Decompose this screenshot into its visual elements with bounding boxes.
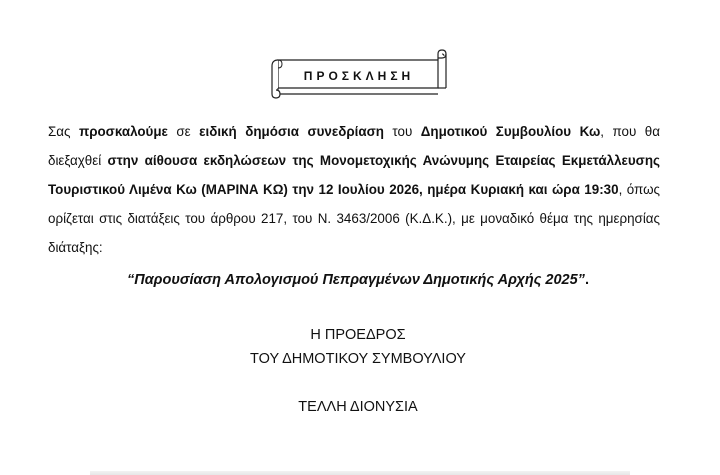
- paragraph-bold-run: Δημοτικού Συμβουλίου Κω: [420, 124, 601, 139]
- page-bottom-edge: [90, 471, 630, 475]
- invitation-paragraph: [48, 117, 660, 262]
- agenda-item-end: .: [584, 272, 589, 288]
- signatory-role-line1: Η ΠΡΟΕΔΡΟΣ: [310, 327, 406, 343]
- paragraph-bold-run: στην αίθουσα εκδηλώσεων της Μονομετοχικής Ανώνυμης Εταιρείας Εκμετάλλευσης Τουριστικού Λιμένα Κω (ΜΑΡΙΝΑ ΚΩ) την 12 Ιουλίου 2026, ημέρα Κυριακή και ώρα 19:30: [48, 153, 660, 197]
- document-title: ΠΡΟΣΚΛΗΣΗ: [303, 69, 415, 83]
- agenda-item-text: “Παρουσίαση Απολογισμού Πεπραγμένων Δημοτικής Αρχής 2025”: [127, 272, 585, 288]
- paragraph-run: Σας: [48, 124, 79, 139]
- agenda-item: [48, 272, 668, 288]
- paragraph-run: , που θα διεξαχθεί: [48, 124, 660, 168]
- paragraph-bold-run: ειδική δημόσια συνεδρίαση: [199, 124, 384, 139]
- signatory-name: ΤΕΛΛΗ ΔΙΟΝΥΣΙΑ: [298, 399, 418, 415]
- title-scroll-banner: [268, 48, 450, 100]
- paragraph-run: , όπως ορίζεται στις διατάξεις του άρθρου 217, του Ν. 3463/2006 (Κ.Δ.Κ.), με μοναδικό θέμα της ημερησίας διάταξης:: [48, 182, 660, 255]
- paragraph-bold-run: προσκαλούμε: [78, 124, 168, 139]
- paragraph-run: του: [383, 124, 421, 139]
- signatory-role-line2: ΤΟΥ ΔΗΜΟΤΙΚΟΥ ΣΥΜΒΟΥΛΙΟΥ: [250, 351, 466, 367]
- paragraph-run: σε: [167, 124, 200, 139]
